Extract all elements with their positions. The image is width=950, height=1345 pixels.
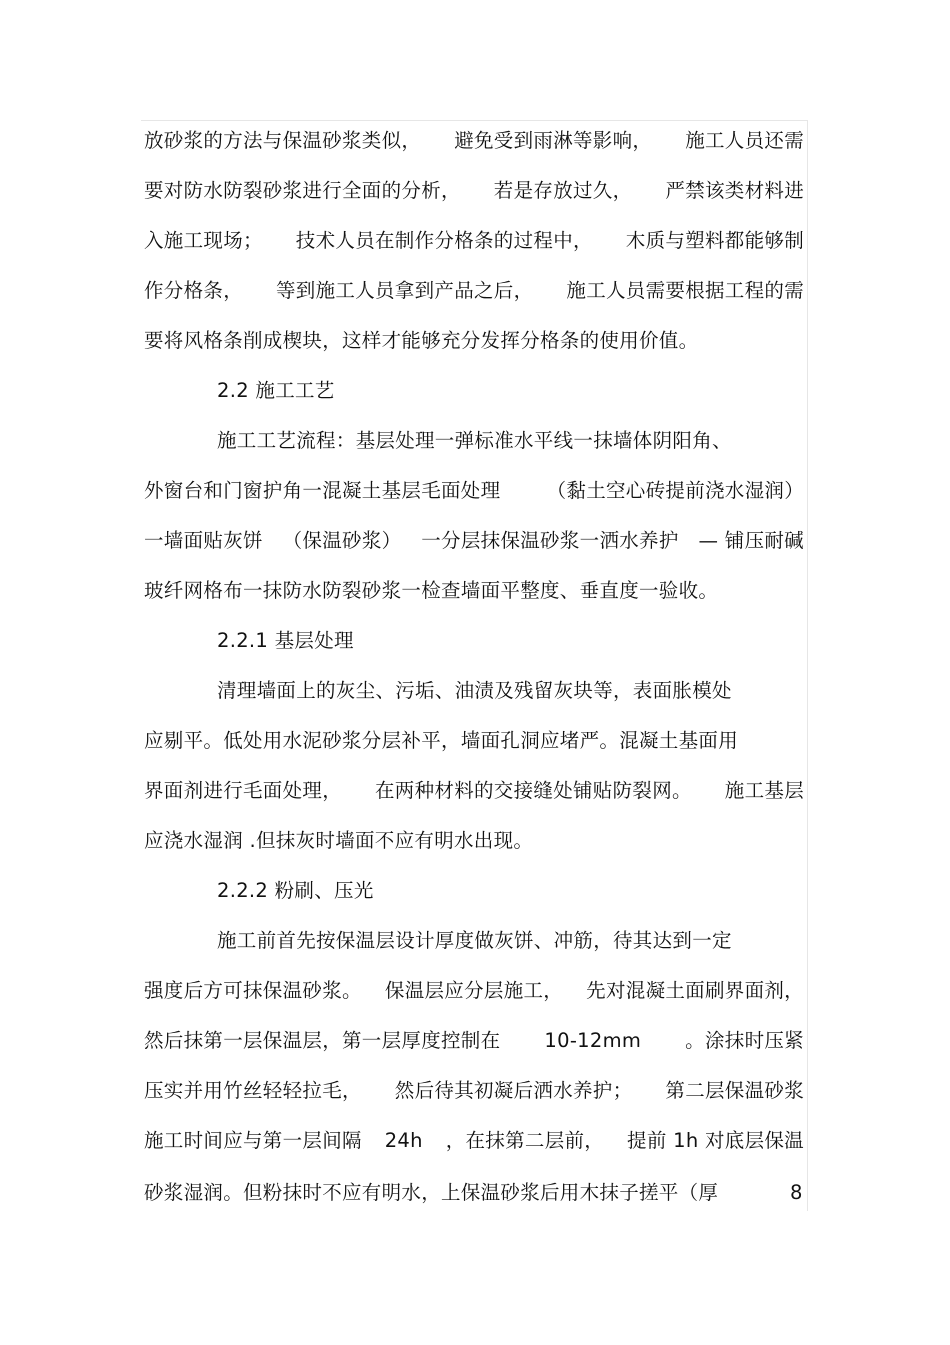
text-line-17 bbox=[217, 928, 877, 954]
text-segment: 提前 1h 对底层保温 bbox=[627, 1129, 804, 1152]
text-line-12 bbox=[217, 678, 877, 704]
text-segment: 技术人员在制作分格条的过程中， bbox=[295, 229, 593, 252]
text-line-4 bbox=[144, 278, 804, 304]
text-line-15 bbox=[144, 828, 804, 854]
text-line-2 bbox=[144, 178, 804, 204]
section-heading-2-2 bbox=[217, 378, 877, 404]
text-segment: 木质与塑料都能够制 bbox=[625, 229, 804, 252]
text-segment: 。涂抹时压紧 bbox=[685, 1029, 804, 1052]
text-segment: 施工人员还需 bbox=[685, 129, 804, 152]
text-line-20 bbox=[144, 1078, 804, 1104]
text-line-18 bbox=[144, 978, 804, 1004]
text-segment: 强度后方可抹保温砂浆。 bbox=[144, 979, 362, 1002]
section-heading-2-2-1 bbox=[217, 628, 877, 654]
text-segment: （黏土空心砖提前浇水湿润） bbox=[546, 479, 804, 502]
text-line-14 bbox=[144, 778, 804, 804]
text-line-13 bbox=[144, 728, 804, 754]
text-segment: 要将风格条削成楔块，这样才能够充分发挥分格条的使用价值。 bbox=[144, 329, 699, 352]
text-segment: ，在抹第二层前， bbox=[445, 1129, 605, 1152]
text-segment: 外窗台和门窗护角一混凝土基层毛面处理 bbox=[144, 479, 501, 502]
text-line-5 bbox=[144, 328, 804, 354]
text-line-9 bbox=[144, 528, 804, 554]
page-number: 8 bbox=[790, 1181, 803, 1204]
text-segment: 界面剂进行毛面处理， bbox=[144, 779, 343, 802]
text-segment: 施工前首先按保温层设计厚度做灰饼、冲筋，待其达到一定 bbox=[217, 929, 732, 952]
text-segment: 24h bbox=[384, 1129, 423, 1152]
text-segment: 然后待其初凝后洒水养护； bbox=[394, 1079, 633, 1102]
text-line-19 bbox=[144, 1028, 804, 1054]
section-heading-2-2-2 bbox=[217, 878, 877, 904]
text-line-3 bbox=[144, 228, 804, 254]
text-segment: 施工时间应与第一层间隔 bbox=[144, 1129, 362, 1152]
text-segment: — 铺压耐碱 bbox=[698, 529, 804, 552]
text-segment: 应浇水湿润 .但抹灰时墙面不应有明水出现。 bbox=[144, 829, 534, 852]
text-segment: 避免受到雨淋等影响， bbox=[454, 129, 653, 152]
text-segment: 严禁该类材料进 bbox=[665, 179, 804, 202]
text-segment: 一分层抹保温砂浆一洒水养护 bbox=[421, 529, 679, 552]
text-segment: 等到施工人员拿到产品之后， bbox=[276, 279, 534, 302]
heading-text: 2.2 施工工艺 bbox=[217, 379, 335, 402]
text-segment: 保温层应分层施工， bbox=[384, 979, 564, 1002]
text-segment: 在两种材料的交接缝处铺贴防裂网。 bbox=[375, 779, 692, 802]
text-segment: 要对防水防裂砂浆进行全面的分析， bbox=[144, 179, 461, 202]
text-segment: 第二层保温砂浆 bbox=[665, 1079, 804, 1102]
text-segment: 放砂浆的方法与保温砂浆类似， bbox=[144, 129, 422, 152]
text-segment: 玻纤网格布一抹防水防裂砂浆一检查墙面平整度、垂直度一验收。 bbox=[144, 579, 719, 602]
text-segment: 清理墙面上的灰尘、污垢、油渍及残留灰块等，表面胀模处 bbox=[217, 679, 732, 702]
heading-text: 2.2.1 基层处理 bbox=[217, 629, 354, 652]
text-segment: 一墙面贴灰饼 bbox=[144, 529, 263, 552]
text-segment: 应剔平。低处用水泥砂浆分层补平，墙面孔洞应堵严。混凝土基面用 bbox=[144, 729, 739, 752]
text-segment: （保温砂浆） bbox=[282, 529, 402, 552]
text-line-10 bbox=[144, 578, 804, 604]
text-segment: 施工基层 bbox=[724, 779, 804, 802]
heading-text: 2.2.2 粉刷、压光 bbox=[217, 879, 374, 902]
text-segment: 压实并用竹丝轻轻拉毛， bbox=[144, 1079, 362, 1102]
text-line-22 bbox=[144, 1180, 774, 1206]
text-line-1 bbox=[144, 128, 804, 154]
text-line-8 bbox=[144, 478, 804, 504]
text-segment: 若是存放过久， bbox=[493, 179, 633, 202]
text-segment: 作分格条， bbox=[144, 279, 244, 302]
text-segment: 施工工艺流程：基层处理一弹标准水平线一抹墙体阴阳角、 bbox=[217, 429, 732, 452]
text-segment: 入施工现场； bbox=[144, 229, 263, 252]
text-segment: 砂浆湿润。但粉抹时不应有明水，上保温砂浆后用木抹子搓平（厚 bbox=[144, 1181, 719, 1204]
text-line-7 bbox=[217, 428, 877, 454]
text-segment: 然后抹第一层保温层，第一层厚度控制在 bbox=[144, 1029, 501, 1052]
text-line-21 bbox=[144, 1128, 804, 1154]
text-segment: 10-12mm bbox=[544, 1029, 642, 1052]
text-segment: 施工人员需要根据工程的需 bbox=[566, 279, 804, 302]
text-segment: 先对混凝土面刷界面剂， bbox=[586, 979, 804, 1002]
